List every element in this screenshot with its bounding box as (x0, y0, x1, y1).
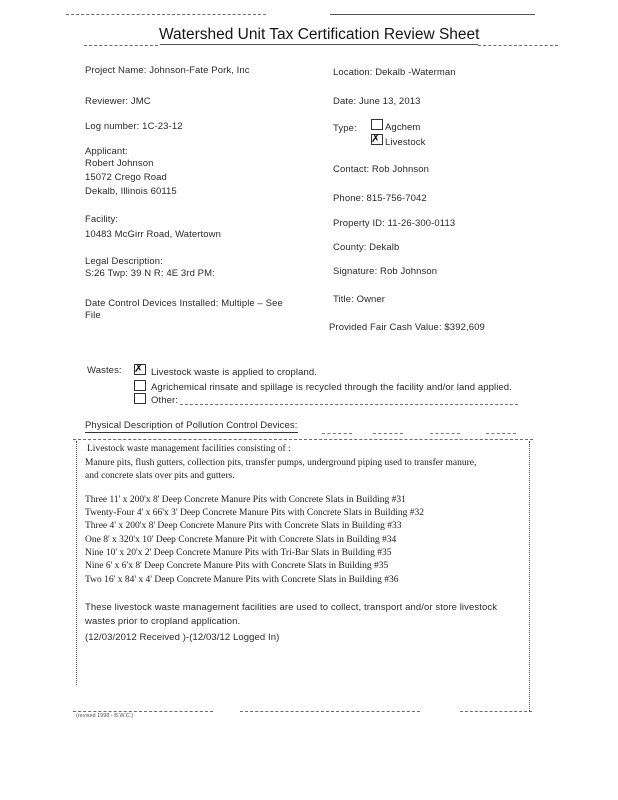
received-logged: (12/03/2012 Received )-(12/03/12 Logged In) (85, 632, 280, 643)
facility-label: Facility: (85, 214, 119, 225)
desc-line-2: and concrete slats over pits and gutters. (85, 471, 235, 481)
bottom-rule-mid (240, 711, 420, 712)
signature: Signature: Rob Johnson (333, 266, 438, 277)
pit-line: Two 16' x 84' x 4' Deep Concrete Manure Pits with Concrete Slats in Building #36 (85, 575, 399, 585)
type-livestock-checkmark: ✗ (371, 132, 381, 145)
applicant-city: Dekalb, Illinois 60115 (85, 186, 177, 197)
pit-line: One 8' x 320'x 10' Deep Concrete Manure Pit with Concrete Slats in Building #34 (85, 535, 397, 545)
location: Location: Dekalb -Waterman (333, 67, 456, 78)
applicant-street: 15072 Crego Road (85, 172, 167, 183)
project-name: Project Name: Johnson-Fate Pork, Inc (85, 65, 250, 76)
pit-line: Twenty-Four 4' x 66'x 3' Deep Concrete Manure Pits with Concrete Slats in Building #32 (85, 508, 425, 518)
footer-note: (revised 1998 - B.W.C.) (76, 713, 134, 719)
pit-line: Three 4' x 200'x 8' Deep Concrete Manure Pits with Concrete Slats in Building #33 (85, 521, 402, 531)
type-label: Type: (333, 123, 357, 134)
top-rule (66, 14, 266, 15)
physical-description-heading: Physical Description of Pollution Control Devices: (85, 420, 298, 431)
waste-livestock-checkmark: ✗ (134, 362, 144, 375)
waste-livestock-text: Livestock waste is applied to cropland. (151, 367, 318, 378)
phone: Phone: 815-756-7042 (333, 193, 427, 204)
desc-box-right (529, 441, 530, 711)
desc-line-1: Manure pits, flush gutters, collection pits, transfer pumps, underground piping used to transfer manure, (85, 458, 477, 468)
waste-other-label: Other: (151, 395, 178, 406)
waste-other-checkbox[interactable] (134, 393, 146, 404)
pit-line: Nine 6' x 6'x 8' Deep Concrete Manure Pits with Concrete Slats in Building #35 (85, 561, 389, 571)
fair-cash-value: Provided Fair Cash Value: $392,609 (329, 322, 485, 333)
facility-address: 10483 McGirr Road, Watertown (85, 229, 222, 240)
usage-line-2: wastes prior to cropland application. (85, 616, 241, 627)
heading-blank-1 (322, 433, 352, 434)
legal-value: S:26 Twp: 39 N R: 4E 3rd PM: (85, 268, 215, 279)
title-rule-left (84, 45, 158, 46)
bottom-rule-left (73, 711, 213, 712)
desc-intro: Livestock waste management facilities consisting of : (87, 444, 291, 454)
contact: Contact: Rob Johnson (333, 164, 430, 175)
waste-other-blank (180, 404, 518, 405)
reviewer: Reviewer: JMC (85, 96, 151, 107)
heading-blank-3 (430, 433, 460, 434)
page-title: Watershed Unit Tax Certification Review Sheet (159, 26, 480, 43)
applicant-name: Robert Johnson (85, 158, 154, 169)
heading-blank-2 (373, 433, 403, 434)
heading-blank-4 (486, 433, 516, 434)
bottom-rule-right (460, 711, 532, 712)
waste-agchem-text: Agrichemical rinsate and spillage is recycled through the facility and/or land applied. (151, 382, 512, 393)
usage-line-1: These livestock waste management facilities are used to collect, transport and/or store livestock (85, 602, 498, 613)
desc-box-top (73, 439, 533, 440)
title-rule-right (478, 45, 558, 46)
top-rule-right (330, 14, 535, 15)
log-number: Log number: 1C-23-12 (85, 121, 183, 132)
property-id: Property ID: 11-26-300-0113 (333, 218, 456, 229)
date-control-installed-cont: File (85, 310, 101, 321)
date-control-installed: Date Control Devices Installed: Multiple – See (85, 298, 283, 309)
signer-title: Title: Owner (333, 294, 386, 305)
date: Date: June 13, 2013 (333, 96, 421, 107)
county: County: Dekalb (333, 242, 400, 253)
legal-label: Legal Description: (85, 256, 163, 267)
title-underline (160, 44, 478, 45)
wastes-label: Wastes: (87, 365, 122, 376)
waste-agchem-checkbox[interactable] (134, 380, 146, 391)
pit-line: Three 11' x 200'x 8' Deep Concrete Manure Pits with Concrete Slats in Building #31 (85, 495, 406, 505)
type-livestock-label: Livestock (385, 137, 426, 148)
type-agchem-label: Agchem (385, 122, 421, 133)
pit-line: Nine 10' x 20'x 2' Deep Concrete Manure Pits with Tri-Bar Slats in Building #35 (85, 548, 392, 558)
desc-box-left (76, 441, 77, 685)
type-agchem-checkbox[interactable] (371, 119, 383, 130)
applicant-label: Applicant: (85, 146, 128, 157)
